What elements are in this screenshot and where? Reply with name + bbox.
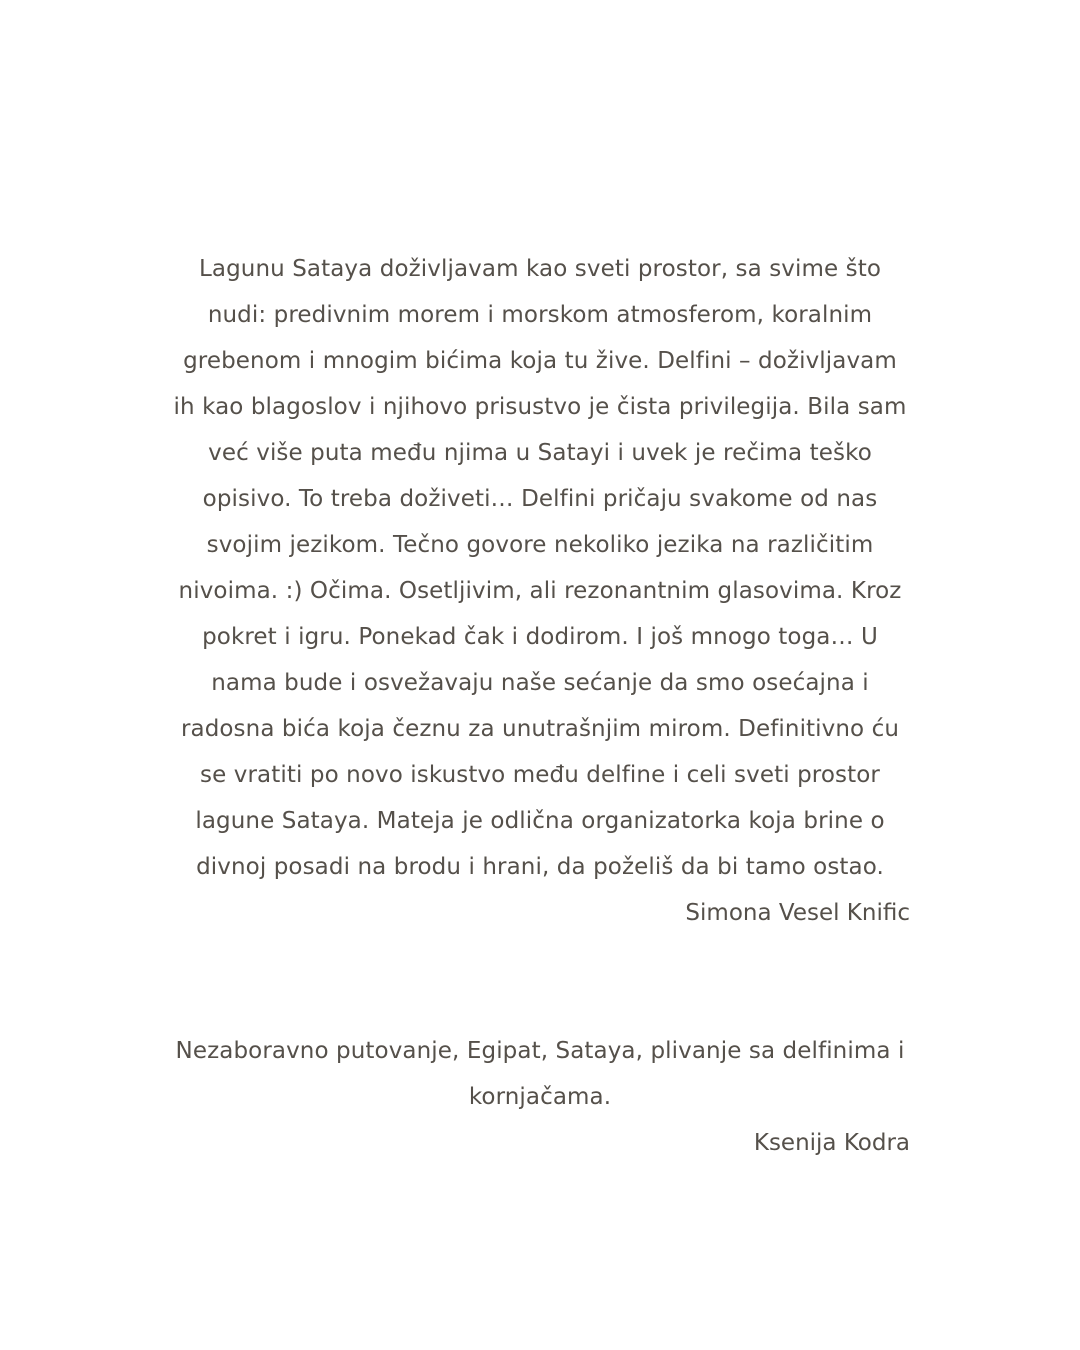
testimonials-list [170,246,910,1166]
testimonial-text: Lagunu Sataya doživljavam kao sveti prostor, sa svime što nudi: predivnim morem i morskom atmosferom, koralnim grebenom i mnogim bićima koja tu žive. Delfini – doživljavam ih kao blagoslov i njihovo prisustvo je čista privilegija. Bila sam već više puta među njima u Satayi i uvek je rečima teško opisivo. To treba doživeti… Delfini pričaju svakome od nas svojim jezikom. Tečno govore nekoliko jezika na različitim nivoima. :) Očima. Osetljivim, ali rezonantnim glasovima. Kroz pokret i igru. Ponekad čak i dodirom. I još mnogo toga… U nama bude i osvežavaju naše sećanje da smo osećajna i radosna bića koja čeznu za unutrašnjim mirom. Definitivno ću se vratiti po novo iskustvo među delfine i celi sveti prostor lagune Sataya. Mateja je odlična organizatorka koja brine o divnoj posadi na brodu i hrani, da poželiš da bi tamo ostao. [173,256,907,880]
testimonial-author: Simona Vesel Knific [685,900,910,926]
testimonial-text: Nezaboravno putovanje, Egipat, Sataya, plivanje sa delfinima i kornjačama. [175,1038,905,1110]
testimonial [170,246,910,936]
testimonial-author: Ksenija Kodra [753,1130,910,1156]
section-spacer [170,936,910,1028]
testimonial [170,1028,910,1166]
